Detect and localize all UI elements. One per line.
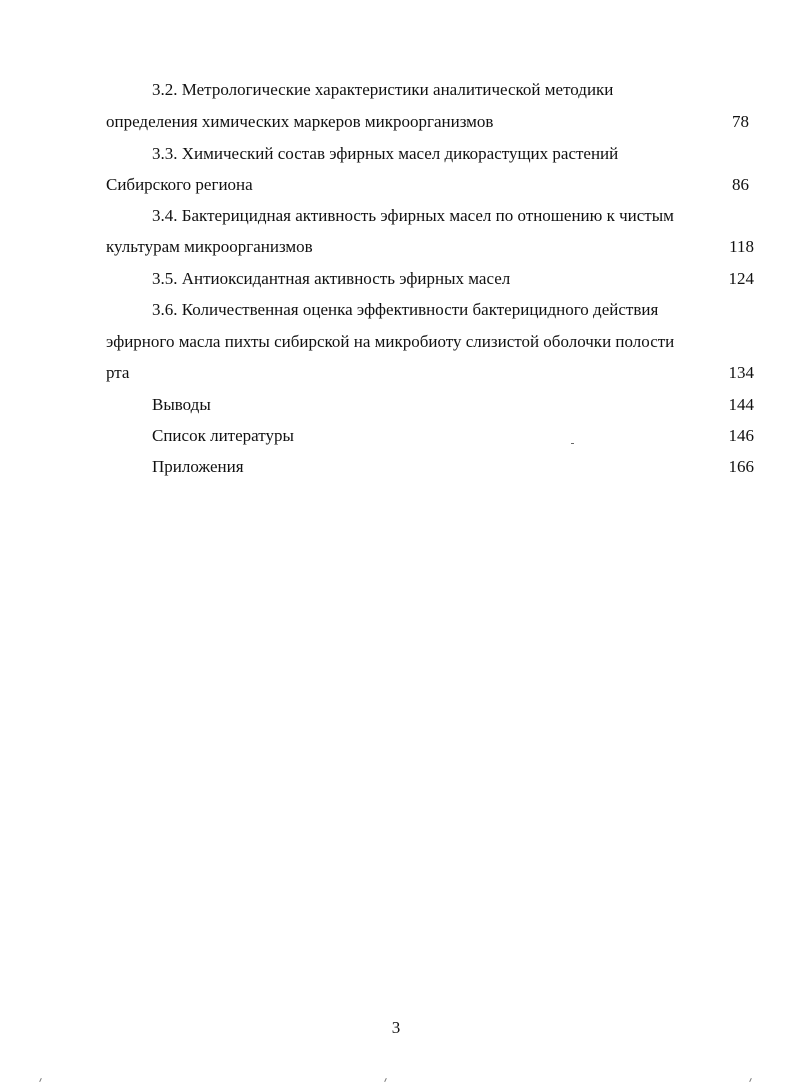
toc-entry-3-4-page: 118 — [729, 237, 754, 256]
toc-entry-3-3-page: 86 — [732, 175, 749, 194]
toc-entry-3-4-title-line1: 3.4. Бактерицидная активность эфирных масел по отношению к чистым — [152, 206, 674, 225]
toc-entry-references-page: 146 — [728, 426, 754, 445]
toc-entry-3-6-title-line2: эфирного масла пихты сибирской на микробиоту слизистой оболочки полости — [106, 332, 675, 351]
toc-entry-3-2-title-line1: 3.2. Метрологические характеристики аналитической методики — [152, 80, 614, 99]
toc-entry-conclusions-title: Выводы — [152, 395, 211, 414]
toc-entry-3-2-page: 78 — [732, 112, 749, 131]
toc-entry-appendices-page: 166 — [728, 457, 754, 476]
toc-entry-3-3-title-line2: Сибирского региона — [106, 175, 253, 194]
toc-entry-3-2-title-line2: определения химических маркеров микроорганизмов — [106, 112, 494, 131]
scan-speck — [384, 1078, 387, 1082]
toc-entry-3-5-page: 124 — [728, 269, 754, 288]
toc-entry-references-title: Список литературы — [152, 426, 294, 445]
scan-speck — [571, 443, 574, 444]
scan-speck — [749, 1078, 752, 1082]
toc-entry-3-3-title-line1: 3.3. Химический состав эфирных масел дикорастущих растений — [152, 144, 619, 163]
page-number: 3 — [391, 1018, 401, 1037]
toc-entry-3-4-title-line2: культурам микроорганизмов — [106, 237, 313, 256]
toc-entry-3-5-title: 3.5. Антиоксидантная активность эфирных масел — [152, 269, 511, 288]
toc-entry-appendices-title: Приложения — [152, 457, 244, 476]
scan-speck — [39, 1078, 42, 1082]
toc-entry-conclusions-page: 144 — [728, 395, 754, 414]
toc-entry-3-6-page: 134 — [728, 363, 754, 382]
toc-entry-3-6-title-line3: рта — [106, 363, 130, 382]
toc-entry-3-6-title-line1: 3.6. Количественная оценка эффективности бактерицидного действия — [152, 300, 659, 319]
